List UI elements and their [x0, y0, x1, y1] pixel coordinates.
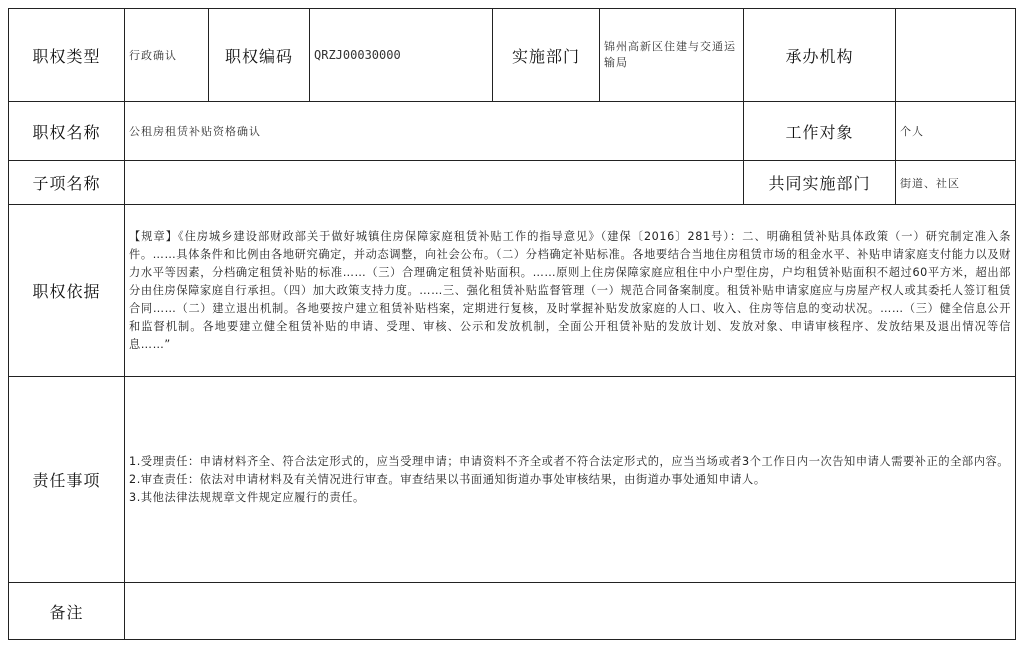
note-value: [124, 582, 1016, 640]
basis-label: 职权依据: [8, 204, 124, 376]
basis-cell: [124, 204, 1016, 376]
code-label: 职权编码: [208, 8, 309, 101]
co-label: 共同实施部门: [743, 160, 895, 204]
org-label: 承办机构: [743, 8, 895, 101]
name-label: 职权名称: [8, 101, 124, 160]
name-value: 公租房租赁补贴资格确认: [124, 101, 743, 160]
duty-cell: [124, 376, 1016, 582]
duty-item: 1.受理责任：申请材料齐全、符合法定形式的，应当受理申请；申请资料不齐全或者不符合法定形式的，应当当场或者3个工作日内一次告知申请人需要补正的全部内容。: [129, 454, 1010, 468]
org-value: [895, 8, 1016, 101]
duty-list: [125, 453, 1013, 507]
dept-value: 锦州高新区住建与交通运输局: [599, 8, 743, 101]
duty-item: 3.其他法律法规规章文件规定应履行的责任。: [129, 490, 365, 504]
duty-item: 2.审查责任：依法对申请材料及有关情况进行审查。审查结果以书面通知街道办事处审核结果，由街道办事处通知申请人。: [129, 472, 766, 486]
target-value: 个人: [895, 101, 1016, 160]
basis-text: 【规章】《住房城乡建设部财政部关于做好城镇住房保障家庭租赁补贴工作的指导意见》（建保〔2016〕281号）：二、明确租赁补贴具体政策（一）研究制定准入条件。……具体条件和比例由各地研究确定，并动态调整，向社会公布。（二）分档确定补贴标准。各地要结合当地住房租赁市场的租金水平、补贴申请家庭支付能力以及财力水平等因素，分档确定租赁补贴的标准……（三）合理确定租赁补贴面积。……原则上住房保障家庭应租住中小户型住房，户均租赁补贴面积不超过60平方米，超出部分由住房保障家庭自行承担。（四）加大政策支持力度。……三、强化租赁补贴监督管理（一）规范合同备案制度。租赁补贴申请家庭应与房屋产权人或其委托人签订租赁合同……（二）建立退出机制。各地要按户建立租赁补贴档案，定期进行复核，及时掌握补贴发放家庭的人口、收入、住房等信息的变动状况。……（三）健全信息公开和监督机制。各地要建立健全租赁补贴的申请、受理、审核、公示和发放机制，全面公开租赁补贴的发放计划、发放对象、申请审核程序、发放结果及退出情况等信息……”: [129, 229, 1011, 351]
type-value: 行政确认: [124, 8, 208, 101]
note-label: 备注: [8, 582, 124, 640]
dept-label: 实施部门: [492, 8, 599, 101]
sub-value: [124, 160, 743, 204]
co-value: 街道、社区: [895, 160, 1016, 204]
sub-label: 子项名称: [8, 160, 124, 204]
type-label: 职权类型: [8, 8, 124, 101]
duty-label: 责任事项: [8, 376, 124, 582]
code-value: QRZJ00030000: [309, 8, 492, 101]
target-label: 工作对象: [743, 101, 895, 160]
